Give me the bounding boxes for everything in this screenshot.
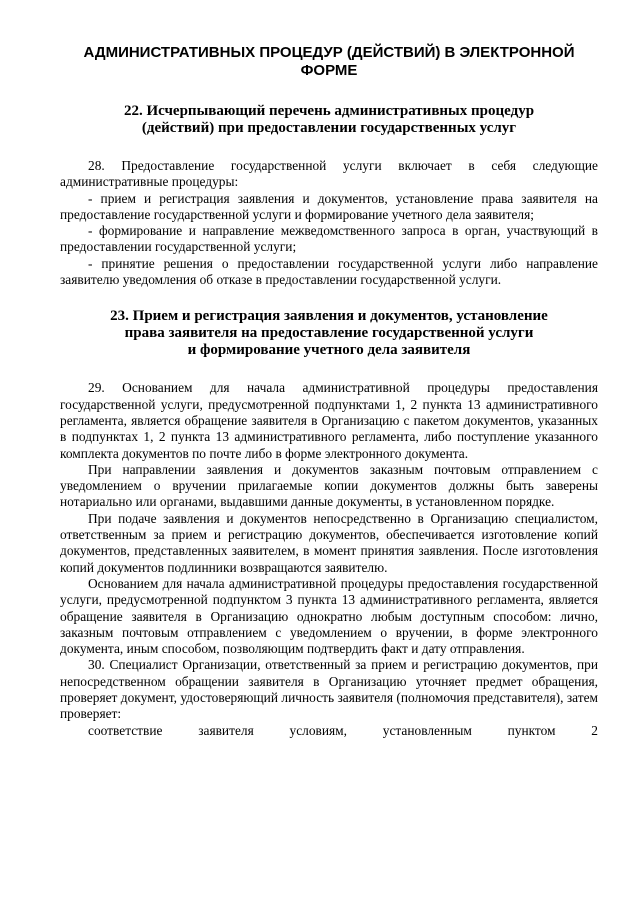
section-23-title-line-3: и формирование учетного дела заявителя (187, 342, 471, 359)
document-heading-line-2: ФОРМЕ (300, 62, 358, 79)
document-content (60, 44, 598, 739)
document-heading-line-1: АДМИНИСТРАТИВНЫХ ПРОЦЕДУР (ДЕЙСТВИЙ) В ЭЛЕКТРОННОЙ (83, 44, 575, 61)
paragraph-in-person: При подаче заявления и документов непосредственно в Организацию специалистом, ответственным за прием и регистрацию документов, обеспечивается изготовление копий документов, представленных заявителем, в момент принятия заявления. После изготовления копий документов подлинники возвращаются заявителю. (60, 510, 598, 575)
section-23-title (60, 308, 598, 359)
section-22-title-line-1: 22. Исчерпывающий перечень административных процедур (123, 103, 535, 119)
section-22-body (60, 158, 598, 288)
paragraph-30: 30. Специалист Организации, ответственный за прием и регистрацию документов, при непосредственном обращении заявителя в Организацию уточняет предмет обращения, проверяет документ, удостоверяющий личность заявителя (полномочия представителя), затем проверяет: (60, 657, 598, 722)
section-23-title-line-2: права заявителя на предоставление государственной услуги (124, 325, 534, 342)
list-item: - формирование и направление межведомственного запроса в орган, участвующий в предоставлении государственной услуги; (60, 223, 598, 255)
list-item: - принятие решения о предоставлении государственной услуги либо направление заявителю уведомления об отказе в предоставлении государственной услуги. (60, 255, 598, 288)
paragraph-basis: Основанием для начала административной процедуры предоставления государственной услуги, предусмотренной подпунктом 3 пункта 13 административного регламента, является обращение заявителя в Организацию однократно любым доступным способом: лично, заказным почтовым отправлением с уведомлением о вручении, в форме электронного документа, иным способом, позволяющим подтвердить факт и дату отправления. (60, 575, 598, 657)
section-23-title-line-1: 23. Прием и регистрация заявления и документов, установление (110, 308, 548, 325)
paragraph-28: 28. Предоставление государственной услуги включает в себя следующие административные процедуры: (60, 158, 598, 190)
paragraph-29: 29. Основанием для начала административной процедуры предоставления государственной услуги, предусмотренной подпунктами 1, 2 пункта 13 административного регламента, является обращение заявителя в Организацию с пакетом документов, указанных в подпунктах 1, 2 пункта 13 административного регламента, либо поступление указанного комплекта документов по почте либо в форме электронного документа. (60, 380, 598, 461)
list-item: - прием и регистрация заявления и документов, установление права заявителя на предоставление государственной услуги и формирование учетного дела заявителя; (60, 190, 598, 222)
document-heading (60, 44, 598, 80)
section-22-title-line-2: (действий) при предоставлении государственных услуг (141, 120, 517, 136)
paragraph-continuation: соответствие заявителя условиям, установленным пунктом 2 (88, 722, 598, 738)
section-22-title (60, 103, 598, 137)
section-23-body (60, 380, 598, 739)
paragraph-postal: При направлении заявления и документов заказным почтовым отправлением с уведомлением о вручении прилагаемые копии документов должны быть заверены нотариально или органами, выдавшими данные документы, в установленном порядке. (60, 461, 598, 510)
